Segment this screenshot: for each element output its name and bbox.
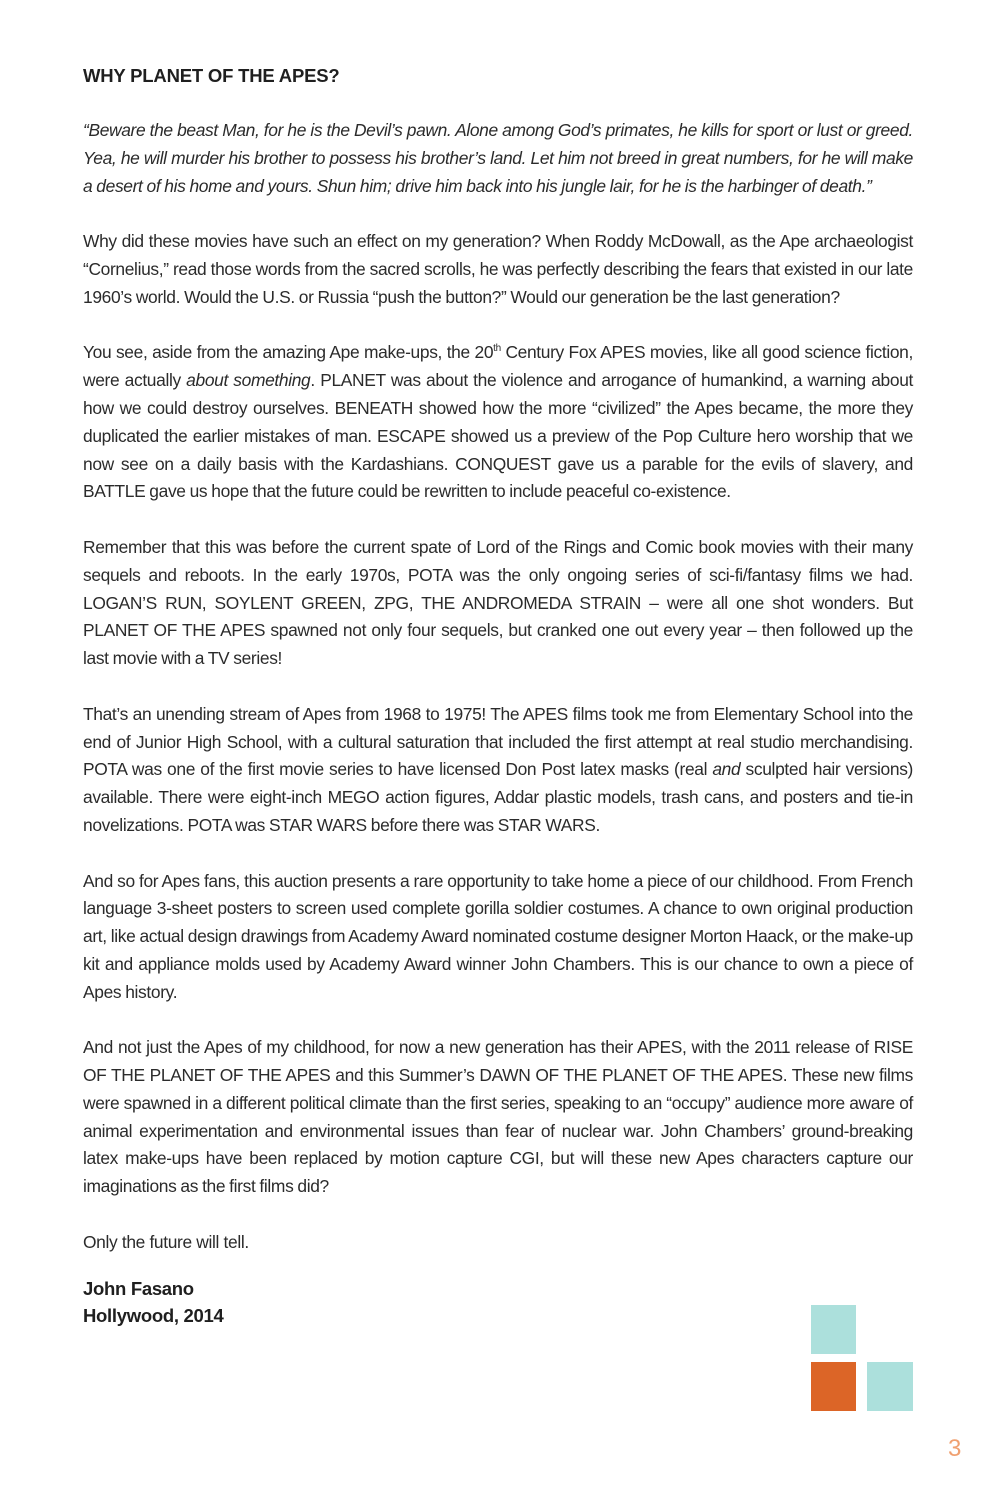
signature: [83, 1275, 913, 1329]
closing-line: Only the future will tell.: [83, 1231, 249, 1252]
paragraph-1: Why did these movies have such an effect on my generation? When Roddy McDowall, as the Ape archaeologist “Cornelius,” read those words from the sacred scrolls, he was perfectly describing the fears that existed in our late 1960’s world. Would the U.S. or Russia “push the button?” Would our generation be the last generation?: [83, 231, 913, 307]
author-name: John Fasano: [83, 1277, 194, 1299]
paragraph-3: Remember that this was before the current spate of Lord of the Rings and Comic book movies with their many sequels and reboots. In the early 1970s, POTA was the only ongoing series of sci-fi/fantasy films we had. LOGAN’S RUN, SOYLENT GREEN, ZPG, THE ANDROMEDA STRAIN – were all one shot wonders. But PLANET OF THE APES spawned not only four sequels, but cranked one out every year – then followed up the last movie with a TV series!: [83, 536, 913, 669]
paragraph-2-emphasis: about something: [186, 370, 311, 391]
paragraph-4-part-1: That’s an unending stream of Apes from 1968 to 1975! The APES films took me from Elementary School into the end of Junior High School, with a cultural saturation that included the first attempt at real studio merchandising. POTA was one of the first movie series to have licensed Don Post latex masks (real: [83, 703, 913, 780]
decorative-square-teal-top: [811, 1305, 856, 1354]
paragraph-2-part-2: Century Fox APES movies, like all good science fiction, were actually: [83, 342, 913, 391]
opening-quote: “Beware the beast Man, for he is the Devil’s pawn. Alone among God’s primates, he kills for sport or lust or greed. Yea, he will murder his brother to possess his brother’s land. Let him not breed in great numbers, for he will make a desert of his home and yours. Shun him; drive him back into his jungle lair, for he is the harbinger of death.”: [83, 120, 913, 196]
article: [83, 62, 913, 1329]
paragraph-6: And not just the Apes of my childhood, for now a new generation has their APES, with the 2011 release of RISE OF THE PLANET OF THE APES and this Summer’s DAWN OF THE PLANET OF THE APES. These new films were spawned in a different political climate than the first series, speaking to an “occupy” audience more aware of animal experimentation and environmental issues than fear of nuclear war. John Chambers’ ground-breaking latex make-ups have been replaced by motion capture CGI, but will these new Apes characters capture our imaginations as the first films did?: [83, 1037, 913, 1197]
paragraph-2-part-1: You see, aside from the amazing Ape make-ups, the 20: [83, 342, 494, 363]
article-heading: WHY PLANET OF THE APES?: [83, 65, 340, 86]
author-place-date: Hollywood, 2014: [83, 1304, 224, 1326]
paragraph-4-part-2: sculpted hair versions) available. There were eight-inch MEGO action figures, Addar plastic models, trash cans, and posters and tie-in novelizations. POTA was STAR WARS before there was STAR WARS.: [83, 759, 913, 835]
paragraph-2-part-3: . PLANET was about the violence and arrogance of humankind, a warning about how we could destroy ourselves. BENEATH showed how the more “civilized” the Apes became, the more they duplicated the earlier mistakes of man. ESCAPE showed us a preview of the Pop Culture hero worship that we now see on a daily basis with the Kardashians. CONQUEST gave us a parable for the evils of slavery, and BATTLE gave us hope that the future could be rewritten to include peaceful co-existence.: [83, 370, 913, 502]
paragraph-4-emphasis: and: [712, 759, 741, 780]
decorative-square-teal-right: [867, 1362, 913, 1411]
paragraph-4: [83, 701, 913, 840]
paragraph-2: [83, 339, 913, 506]
page-number: 3: [948, 1435, 962, 1462]
paragraph-5: And so for Apes fans, this auction presents a rare opportunity to take home a piece of our childhood. From French language 3-sheet posters to screen used complete gorilla soldier costumes. A chance to own original production art, like actual design drawings from Academy Award nominated costume designer Morton Haack, or the make-up kit and appliance molds used by Academy Award winner John Chambers. This is our chance to own a piece of Apes history.: [83, 870, 913, 1002]
ordinal-suffix: th: [493, 343, 501, 355]
decorative-square-orange: [811, 1362, 856, 1411]
